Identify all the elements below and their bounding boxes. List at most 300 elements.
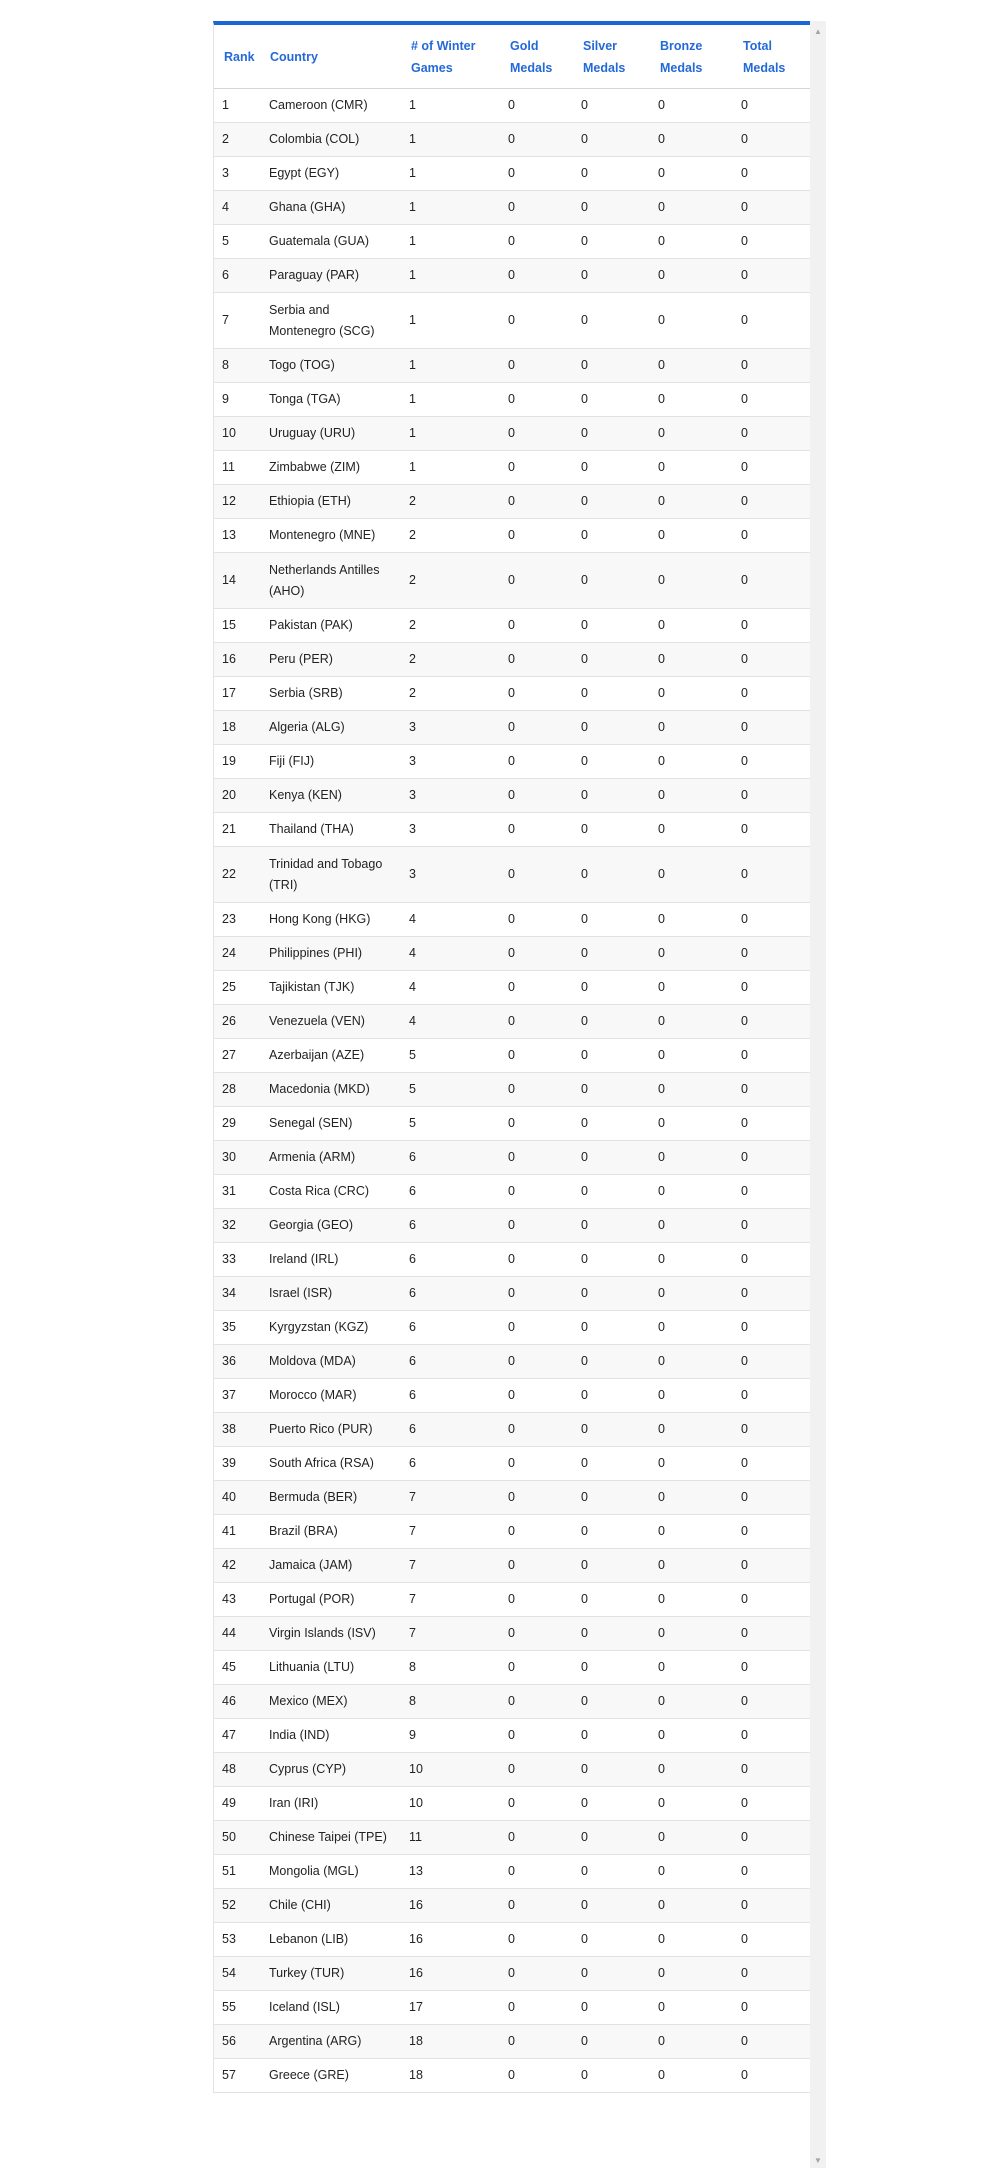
country-cell: Hong Kong (HKG) [261, 903, 401, 937]
bronze-medals-cell: 0 [650, 903, 733, 937]
table-row [214, 903, 810, 937]
bronze-medals-cell: 0 [650, 1413, 733, 1447]
winter-games-cell: 10 [401, 1753, 500, 1787]
silver-medals-cell: 0 [573, 609, 650, 643]
rank-cell: 53 [214, 1923, 261, 1957]
total-medals-cell: 0 [733, 417, 810, 451]
bronze-medals-cell: 0 [650, 1685, 733, 1719]
gold-medals-cell: 0 [500, 553, 573, 609]
table-row [214, 1209, 810, 1243]
total-medals-cell: 0 [733, 1481, 810, 1515]
total-medals-cell: 0 [733, 451, 810, 485]
bronze-medals-cell: 0 [650, 225, 733, 259]
silver-medals-cell: 0 [573, 1141, 650, 1175]
column-header-total-medals[interactable] [733, 25, 810, 89]
bronze-medals-cell: 0 [650, 1005, 733, 1039]
rank-cell: 29 [214, 1107, 261, 1141]
table-row [214, 293, 810, 349]
gold-medals-cell: 0 [500, 937, 573, 971]
table-row [214, 1787, 810, 1821]
gold-medals-cell: 0 [500, 813, 573, 847]
winter-games-cell: 1 [401, 259, 500, 293]
table-header-row [214, 25, 810, 89]
column-header-winter-games[interactable] [401, 25, 500, 89]
winter-games-cell: 18 [401, 2025, 500, 2059]
winter-games-cell: 2 [401, 519, 500, 553]
bronze-medals-cell: 0 [650, 451, 733, 485]
rank-cell: 57 [214, 2059, 261, 2093]
silver-medals-cell: 0 [573, 745, 650, 779]
silver-medals-cell: 0 [573, 1413, 650, 1447]
silver-medals-cell: 0 [573, 937, 650, 971]
country-cell: Morocco (MAR) [261, 1379, 401, 1413]
winter-games-cell: 2 [401, 609, 500, 643]
bronze-medals-cell: 0 [650, 1923, 733, 1957]
winter-games-cell: 2 [401, 553, 500, 609]
bronze-medals-cell: 0 [650, 1141, 733, 1175]
column-header-rank[interactable] [214, 25, 261, 89]
bronze-medals-cell: 0 [650, 779, 733, 813]
gold-medals-cell: 0 [500, 1107, 573, 1141]
country-cell: Ethiopia (ETH) [261, 485, 401, 519]
bronze-medals-cell: 0 [650, 1753, 733, 1787]
country-cell: Tajikistan (TJK) [261, 971, 401, 1005]
silver-medals-cell: 0 [573, 1889, 650, 1923]
rank-cell: 28 [214, 1073, 261, 1107]
rank-cell: 35 [214, 1311, 261, 1345]
column-header-country[interactable] [261, 25, 401, 89]
winter-games-cell: 8 [401, 1685, 500, 1719]
silver-medals-cell: 0 [573, 383, 650, 417]
silver-medals-cell: 0 [573, 553, 650, 609]
winter-games-cell: 9 [401, 1719, 500, 1753]
gold-medals-cell: 0 [500, 123, 573, 157]
gold-medals-cell: 0 [500, 1481, 573, 1515]
table-row [214, 1515, 810, 1549]
table-row [214, 1141, 810, 1175]
silver-medals-cell: 0 [573, 1277, 650, 1311]
table-row [214, 349, 810, 383]
table-row [214, 1855, 810, 1889]
rank-cell: 22 [214, 847, 261, 903]
rank-cell: 13 [214, 519, 261, 553]
rank-cell: 8 [214, 349, 261, 383]
total-medals-cell: 0 [733, 485, 810, 519]
rank-cell: 9 [214, 383, 261, 417]
column-header-silver-medals[interactable] [573, 25, 650, 89]
winter-games-cell: 2 [401, 677, 500, 711]
table-row [214, 847, 810, 903]
silver-medals-cell: 0 [573, 1107, 650, 1141]
gold-medals-cell: 0 [500, 519, 573, 553]
silver-medals-cell: 0 [573, 1345, 650, 1379]
winter-games-cell: 16 [401, 1923, 500, 1957]
country-cell: Venezuela (VEN) [261, 1005, 401, 1039]
total-medals-cell: 0 [733, 609, 810, 643]
rank-cell: 42 [214, 1549, 261, 1583]
country-cell: Armenia (ARM) [261, 1141, 401, 1175]
total-medals-cell: 0 [733, 1617, 810, 1651]
rank-cell: 48 [214, 1753, 261, 1787]
winter-games-cell: 5 [401, 1039, 500, 1073]
gold-medals-cell: 0 [500, 1855, 573, 1889]
bronze-medals-cell: 0 [650, 1107, 733, 1141]
total-medals-cell: 0 [733, 1957, 810, 1991]
total-medals-cell: 0 [733, 293, 810, 349]
winter-games-cell: 7 [401, 1515, 500, 1549]
bronze-medals-cell: 0 [650, 259, 733, 293]
gold-medals-cell: 0 [500, 1311, 573, 1345]
total-medals-cell: 0 [733, 519, 810, 553]
gold-medals-cell: 0 [500, 1923, 573, 1957]
rank-cell: 24 [214, 937, 261, 971]
total-medals-cell: 0 [733, 349, 810, 383]
rank-cell: 45 [214, 1651, 261, 1685]
silver-medals-cell: 0 [573, 813, 650, 847]
gold-medals-cell: 0 [500, 1243, 573, 1277]
winter-games-cell: 6 [401, 1379, 500, 1413]
gold-medals-cell: 0 [500, 1141, 573, 1175]
country-cell: Philippines (PHI) [261, 937, 401, 971]
country-cell: Thailand (THA) [261, 813, 401, 847]
winter-games-cell: 13 [401, 1855, 500, 1889]
winter-games-cell: 18 [401, 2059, 500, 2093]
total-medals-cell: 0 [733, 1821, 810, 1855]
bronze-medals-cell: 0 [650, 1515, 733, 1549]
country-cell: Virgin Islands (ISV) [261, 1617, 401, 1651]
bronze-medals-cell: 0 [650, 609, 733, 643]
country-cell: Senegal (SEN) [261, 1107, 401, 1141]
country-cell: Ireland (IRL) [261, 1243, 401, 1277]
total-medals-cell: 0 [733, 1753, 810, 1787]
table-row [214, 1277, 810, 1311]
table-row [214, 485, 810, 519]
total-medals-cell: 0 [733, 1889, 810, 1923]
table-row [214, 1821, 810, 1855]
silver-medals-cell: 0 [573, 519, 650, 553]
country-cell: Montenegro (MNE) [261, 519, 401, 553]
country-cell: Netherlands Antilles (AHO) [261, 553, 401, 609]
silver-medals-cell: 0 [573, 1005, 650, 1039]
bronze-medals-cell: 0 [650, 711, 733, 745]
country-cell: Chinese Taipei (TPE) [261, 1821, 401, 1855]
country-cell: Costa Rica (CRC) [261, 1175, 401, 1209]
winter-games-cell: 16 [401, 1889, 500, 1923]
country-cell: Kyrgyzstan (KGZ) [261, 1311, 401, 1345]
bronze-medals-cell: 0 [650, 293, 733, 349]
rank-cell: 27 [214, 1039, 261, 1073]
total-medals-cell: 0 [733, 903, 810, 937]
silver-medals-cell: 0 [573, 1209, 650, 1243]
bronze-medals-cell: 0 [650, 1481, 733, 1515]
scrollbar-thumb[interactable] [812, 41, 824, 2161]
gold-medals-cell: 0 [500, 1447, 573, 1481]
scroll-down-arrow-icon[interactable]: ▼ [814, 2156, 822, 2165]
country-cell: Trinidad and Tobago (TRI) [261, 847, 401, 903]
rank-cell: 32 [214, 1209, 261, 1243]
total-medals-cell: 0 [733, 1005, 810, 1039]
table-row [214, 1107, 810, 1141]
winter-games-cell: 7 [401, 1583, 500, 1617]
table-row [214, 1889, 810, 1923]
silver-medals-cell: 0 [573, 971, 650, 1005]
rank-cell: 12 [214, 485, 261, 519]
total-medals-cell: 0 [733, 383, 810, 417]
country-cell: Ghana (GHA) [261, 191, 401, 225]
bronze-medals-cell: 0 [650, 643, 733, 677]
gold-medals-cell: 0 [500, 1345, 573, 1379]
table-row [214, 383, 810, 417]
winter-games-cell: 7 [401, 1481, 500, 1515]
silver-medals-cell: 0 [573, 451, 650, 485]
winter-games-cell: 3 [401, 711, 500, 745]
silver-medals-cell: 0 [573, 1923, 650, 1957]
table-row [214, 1005, 810, 1039]
silver-medals-cell: 0 [573, 293, 650, 349]
silver-medals-cell: 0 [573, 1651, 650, 1685]
bronze-medals-cell: 0 [650, 1209, 733, 1243]
winter-games-cell: 6 [401, 1413, 500, 1447]
rank-cell: 19 [214, 745, 261, 779]
country-cell: Portugal (POR) [261, 1583, 401, 1617]
silver-medals-cell: 0 [573, 903, 650, 937]
gold-medals-cell: 0 [500, 293, 573, 349]
silver-medals-cell: 0 [573, 1073, 650, 1107]
silver-medals-cell: 0 [573, 349, 650, 383]
scroll-up-arrow-icon[interactable]: ▲ [814, 27, 822, 36]
silver-medals-cell: 0 [573, 1243, 650, 1277]
silver-medals-cell: 0 [573, 1447, 650, 1481]
country-cell: Moldova (MDA) [261, 1345, 401, 1379]
table-row [214, 191, 810, 225]
gold-medals-cell: 0 [500, 745, 573, 779]
total-medals-cell: 0 [733, 1039, 810, 1073]
gold-medals-cell: 0 [500, 1957, 573, 1991]
total-medals-cell: 0 [733, 1379, 810, 1413]
winter-games-cell: 1 [401, 417, 500, 451]
header-label-line1: Gold [510, 38, 539, 53]
country-cell: Cameroon (CMR) [261, 89, 401, 123]
header-label: Country [270, 49, 318, 64]
winter-games-cell: 1 [401, 225, 500, 259]
gold-medals-cell: 0 [500, 1209, 573, 1243]
silver-medals-cell: 0 [573, 1311, 650, 1345]
silver-medals-cell: 0 [573, 1481, 650, 1515]
silver-medals-cell: 0 [573, 1787, 650, 1821]
table-row [214, 1481, 810, 1515]
country-cell: Iceland (ISL) [261, 1991, 401, 2025]
country-cell: Colombia (COL) [261, 123, 401, 157]
silver-medals-cell: 0 [573, 1821, 650, 1855]
silver-medals-cell: 0 [573, 417, 650, 451]
bronze-medals-cell: 0 [650, 383, 733, 417]
rank-cell: 41 [214, 1515, 261, 1549]
country-cell: Uruguay (URU) [261, 417, 401, 451]
silver-medals-cell: 0 [573, 1515, 650, 1549]
bronze-medals-cell: 0 [650, 1311, 733, 1345]
rank-cell: 51 [214, 1855, 261, 1889]
bronze-medals-cell: 0 [650, 1447, 733, 1481]
total-medals-cell: 0 [733, 553, 810, 609]
gold-medals-cell: 0 [500, 1277, 573, 1311]
table-row [214, 1447, 810, 1481]
winter-games-cell: 3 [401, 745, 500, 779]
winter-games-cell: 1 [401, 191, 500, 225]
winter-games-cell: 1 [401, 451, 500, 485]
country-cell: Chile (CHI) [261, 1889, 401, 1923]
silver-medals-cell: 0 [573, 259, 650, 293]
winter-games-cell: 6 [401, 1447, 500, 1481]
header-label-line1: Silver [583, 38, 618, 53]
header-label-line1: # of Winter [411, 38, 476, 53]
gold-medals-cell: 0 [500, 1685, 573, 1719]
total-medals-cell: 0 [733, 1413, 810, 1447]
vertical-scrollbar[interactable] [810, 21, 826, 2168]
bronze-medals-cell: 0 [650, 1039, 733, 1073]
rank-cell: 23 [214, 903, 261, 937]
table-row [214, 643, 810, 677]
total-medals-cell: 0 [733, 937, 810, 971]
total-medals-cell: 0 [733, 225, 810, 259]
rank-cell: 50 [214, 1821, 261, 1855]
country-cell: Togo (TOG) [261, 349, 401, 383]
gold-medals-cell: 0 [500, 383, 573, 417]
winter-games-cell: 3 [401, 813, 500, 847]
silver-medals-cell: 0 [573, 1957, 650, 1991]
rank-cell: 3 [214, 157, 261, 191]
table-row [214, 1617, 810, 1651]
gold-medals-cell: 0 [500, 349, 573, 383]
table-row [214, 1923, 810, 1957]
bronze-medals-cell: 0 [650, 1957, 733, 1991]
gold-medals-cell: 0 [500, 609, 573, 643]
country-cell: Serbia and Montenegro (SCG) [261, 293, 401, 349]
column-header-bronze-medals[interactable] [650, 25, 733, 89]
header-label: Rank [224, 49, 255, 64]
bronze-medals-cell: 0 [650, 1549, 733, 1583]
country-cell: Mexico (MEX) [261, 1685, 401, 1719]
table-row [214, 1685, 810, 1719]
total-medals-cell: 0 [733, 1107, 810, 1141]
bronze-medals-cell: 0 [650, 1719, 733, 1753]
rank-cell: 5 [214, 225, 261, 259]
winter-games-cell: 2 [401, 485, 500, 519]
gold-medals-cell: 0 [500, 417, 573, 451]
silver-medals-cell: 0 [573, 1549, 650, 1583]
gold-medals-cell: 0 [500, 643, 573, 677]
gold-medals-cell: 0 [500, 1787, 573, 1821]
total-medals-cell: 0 [733, 1447, 810, 1481]
rank-cell: 54 [214, 1957, 261, 1991]
header-label-line2: Games [411, 60, 453, 75]
gold-medals-cell: 0 [500, 1413, 573, 1447]
winter-games-cell: 10 [401, 1787, 500, 1821]
total-medals-cell: 0 [733, 643, 810, 677]
silver-medals-cell: 0 [573, 847, 650, 903]
bronze-medals-cell: 0 [650, 191, 733, 225]
country-cell: Greece (GRE) [261, 2059, 401, 2093]
bronze-medals-cell: 0 [650, 1277, 733, 1311]
winter-games-cell: 6 [401, 1345, 500, 1379]
gold-medals-cell: 0 [500, 1549, 573, 1583]
total-medals-cell: 0 [733, 1345, 810, 1379]
rank-cell: 21 [214, 813, 261, 847]
bronze-medals-cell: 0 [650, 553, 733, 609]
rank-cell: 47 [214, 1719, 261, 1753]
table-row [214, 779, 810, 813]
table-row [214, 937, 810, 971]
total-medals-cell: 0 [733, 677, 810, 711]
gold-medals-cell: 0 [500, 225, 573, 259]
gold-medals-cell: 0 [500, 1073, 573, 1107]
table-row [214, 1175, 810, 1209]
table-row [214, 225, 810, 259]
rank-cell: 11 [214, 451, 261, 485]
rank-cell: 4 [214, 191, 261, 225]
bronze-medals-cell: 0 [650, 89, 733, 123]
total-medals-cell: 0 [733, 1209, 810, 1243]
bronze-medals-cell: 0 [650, 1991, 733, 2025]
rank-cell: 17 [214, 677, 261, 711]
total-medals-cell: 0 [733, 191, 810, 225]
winter-games-cell: 1 [401, 293, 500, 349]
country-cell: Guatemala (GUA) [261, 225, 401, 259]
bronze-medals-cell: 0 [650, 1821, 733, 1855]
gold-medals-cell: 0 [500, 1719, 573, 1753]
total-medals-cell: 0 [733, 1719, 810, 1753]
rank-cell: 30 [214, 1141, 261, 1175]
table-row [214, 553, 810, 609]
gold-medals-cell: 0 [500, 451, 573, 485]
table-row [214, 1957, 810, 1991]
country-cell: Fiji (FIJ) [261, 745, 401, 779]
winter-games-cell: 3 [401, 847, 500, 903]
gold-medals-cell: 0 [500, 485, 573, 519]
table-row [214, 2059, 810, 2093]
table-row [214, 451, 810, 485]
country-cell: Serbia (SRB) [261, 677, 401, 711]
rank-cell: 46 [214, 1685, 261, 1719]
silver-medals-cell: 0 [573, 1719, 650, 1753]
table-row [214, 1651, 810, 1685]
rank-cell: 52 [214, 1889, 261, 1923]
header-label-line1: Bronze [660, 38, 703, 53]
bronze-medals-cell: 0 [650, 1583, 733, 1617]
total-medals-cell: 0 [733, 1549, 810, 1583]
gold-medals-cell: 0 [500, 1379, 573, 1413]
country-cell: Macedonia (MKD) [261, 1073, 401, 1107]
table-row [214, 1073, 810, 1107]
table-row [214, 259, 810, 293]
winter-games-cell: 4 [401, 971, 500, 1005]
silver-medals-cell: 0 [573, 711, 650, 745]
gold-medals-cell: 0 [500, 677, 573, 711]
winter-games-cell: 6 [401, 1277, 500, 1311]
table-row [214, 745, 810, 779]
bronze-medals-cell: 0 [650, 519, 733, 553]
country-cell: Paraguay (PAR) [261, 259, 401, 293]
winter-games-cell: 1 [401, 157, 500, 191]
silver-medals-cell: 0 [573, 677, 650, 711]
silver-medals-cell: 0 [573, 191, 650, 225]
bronze-medals-cell: 0 [650, 1651, 733, 1685]
silver-medals-cell: 0 [573, 1379, 650, 1413]
winter-games-cell: 2 [401, 643, 500, 677]
table-row [214, 1549, 810, 1583]
column-header-gold-medals[interactable] [500, 25, 573, 89]
table-row [214, 123, 810, 157]
bronze-medals-cell: 0 [650, 937, 733, 971]
